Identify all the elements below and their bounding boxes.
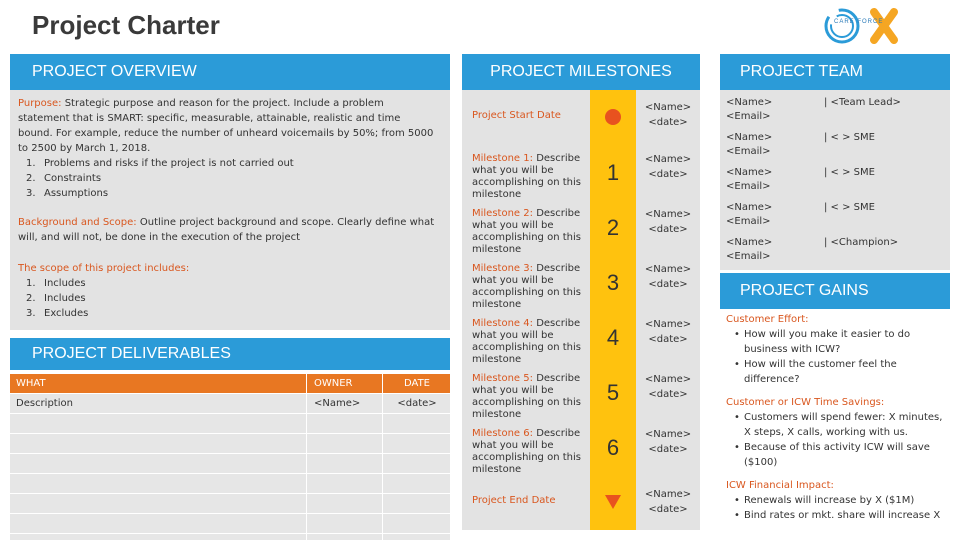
- milestone-date: <date>: [648, 117, 688, 128]
- member-name: <Name>: [726, 202, 773, 213]
- cell-date: <date>: [397, 398, 437, 409]
- milestone-number: 2: [590, 200, 636, 255]
- milestone-end: [462, 475, 700, 530]
- table-row: [10, 414, 450, 434]
- header-date: DATE: [403, 378, 430, 389]
- milestone-label: Milestone 2:: [472, 208, 533, 219]
- milestone-text: Describe what you will be accomplishing on this milestone: [472, 263, 581, 310]
- member-email: <Email>: [726, 146, 771, 157]
- milestone-description: [472, 373, 588, 421]
- table-row: [10, 474, 450, 494]
- milestone-item: [462, 310, 700, 365]
- team-member: [726, 131, 806, 159]
- milestone-description: [472, 208, 588, 256]
- milestone-date: <date>: [648, 504, 688, 515]
- table-row: [10, 514, 450, 534]
- member-name: <Name>: [726, 237, 773, 248]
- page-title: Project Charter: [32, 10, 220, 40]
- milestone-item: [462, 255, 700, 310]
- milestone-date: <date>: [648, 389, 688, 400]
- cell-owner: <Name>: [314, 398, 361, 409]
- gains-bullet: • Renewals will increase by X ($1M): [722, 493, 948, 508]
- member-email: <Email>: [726, 216, 771, 227]
- milestone-number: 3: [590, 255, 636, 310]
- milestone-owner: <Name>: [644, 319, 692, 330]
- overview-banner: PROJECT OVERVIEW: [10, 54, 450, 90]
- member-email: <Email>: [726, 181, 771, 192]
- member-role: | <Champion>: [824, 237, 899, 248]
- member-role: | < > SME: [824, 202, 875, 213]
- table-row: [10, 454, 450, 474]
- gains-bullet: • Because of this activity ICW will save ($100): [722, 440, 948, 470]
- milestone-date: <date>: [648, 334, 688, 345]
- milestone-description: [472, 428, 588, 476]
- milestone-start: [462, 90, 700, 145]
- milestone-label: Milestone 6:: [472, 428, 533, 439]
- table-row: [10, 434, 450, 454]
- milestone-date: <date>: [648, 444, 688, 455]
- milestone-owner: <Name>: [644, 429, 692, 440]
- milestone-text: Describe what you will be accomplishing on this milestone: [472, 208, 581, 255]
- milestone-date: <date>: [648, 279, 688, 290]
- purpose-block: [18, 96, 438, 201]
- table-row: [10, 494, 450, 514]
- milestone-description: [472, 153, 588, 201]
- member-role: | <Team Lead>: [824, 97, 901, 108]
- gains-bullet: • How will the customer feel the difference?: [722, 357, 948, 387]
- milestone-item: [462, 145, 700, 200]
- purpose-label: Purpose:: [18, 98, 62, 109]
- milestone-text: Describe what you will be accomplishing on this milestone: [472, 153, 581, 200]
- deliverables-banner: PROJECT DELIVERABLES: [10, 338, 450, 370]
- gains-heading: Customer or ICW Time Savings:: [726, 397, 885, 408]
- member-name: <Name>: [726, 97, 773, 108]
- milestone-number: 6: [590, 420, 636, 475]
- member-email: <Email>: [726, 251, 771, 262]
- milestone-description: [472, 318, 588, 366]
- start-label: Project Start Date: [472, 110, 561, 121]
- background-block: [18, 215, 438, 245]
- milestone-description: [472, 263, 588, 311]
- background-label: Background and Scope:: [18, 217, 137, 228]
- member-name: <Name>: [726, 132, 773, 143]
- logo-text: CARE FORCE: [834, 19, 884, 25]
- milestone-text: Describe what you will be accomplishing on this milestone: [472, 373, 581, 420]
- milestone-item: [462, 420, 700, 475]
- milestone-owner: <Name>: [644, 154, 692, 165]
- start-marker: [590, 90, 636, 145]
- gains-heading: Customer Effort:: [726, 314, 809, 325]
- gains-bullet: • Customers will spend fewer: X minutes, X steps, X calls, working with us.: [722, 410, 948, 440]
- cell-what: Description: [16, 398, 73, 409]
- milestone-owner: <Name>: [644, 264, 692, 275]
- milestone-label: Milestone 3:: [472, 263, 533, 274]
- list-item: 1. Problems and risks if the project is not carried out: [26, 158, 294, 169]
- list-item: 2. Constraints: [26, 173, 102, 184]
- table-header: [10, 374, 450, 394]
- milestone-date: <date>: [648, 169, 688, 180]
- milestone-number: 5: [590, 365, 636, 420]
- background-text: Outline project background and scope. Clearly define what will, and will not, be done in the execution of the project: [18, 217, 435, 243]
- list-item: 3. Assumptions: [26, 188, 109, 199]
- gains-panel: [722, 312, 948, 531]
- member-role: | < > SME: [824, 167, 875, 178]
- team-member: [726, 96, 806, 124]
- milestone-item: [462, 365, 700, 420]
- team-member: [726, 166, 806, 194]
- list-item: 2. Includes: [26, 293, 86, 304]
- milestone-text: Describe what you will be accomplishing on this milestone: [472, 428, 581, 475]
- milestone-owner: <Name>: [644, 209, 692, 220]
- scope-block: [18, 261, 438, 321]
- deliverables-table: [10, 374, 450, 540]
- list-item: 1. Includes: [26, 278, 86, 289]
- gains-bullet: • Bind rates or mkt. share will increase X: [722, 508, 948, 523]
- member-email: <Email>: [726, 111, 771, 122]
- purpose-text: Strategic purpose and reason for the project. Include a problem statement that is SMART: specific, measurable, attainable, realistic and time bound. For example, reduce the number of unheard voicemails by 50%; from 5000 to 2500 by March 1, 2018.: [18, 98, 434, 154]
- team-member: [726, 201, 806, 229]
- care-force-logo: [822, 6, 902, 46]
- team-banner: PROJECT TEAM: [720, 54, 950, 90]
- milestone-label: Milestone 1:: [472, 153, 533, 164]
- gains-bullet: • How will you make it easier to do business with ICW?: [722, 327, 948, 357]
- member-role: | < > SME: [824, 132, 875, 143]
- gains-banner: PROJECT GAINS: [720, 273, 950, 309]
- end-label: Project End Date: [472, 495, 556, 506]
- milestone-owner: <Name>: [644, 489, 692, 500]
- scope-label: The scope of this project includes:: [18, 263, 190, 274]
- milestones-banner: PROJECT MILESTONES: [462, 54, 700, 90]
- milestone-number: 4: [590, 310, 636, 365]
- member-name: <Name>: [726, 167, 773, 178]
- gains-heading: ICW Financial Impact:: [726, 480, 834, 491]
- milestone-text: Describe what you will be accomplishing on this milestone: [472, 318, 581, 365]
- milestone-number: 1: [590, 145, 636, 200]
- milestone-label: Milestone 4:: [472, 318, 533, 329]
- milestone-owner: <Name>: [644, 374, 692, 385]
- milestone-item: [462, 200, 700, 255]
- header-owner: OWNER: [314, 378, 353, 389]
- milestone-date: <date>: [648, 224, 688, 235]
- table-row: [10, 394, 450, 414]
- milestone-label: Milestone 5:: [472, 373, 533, 384]
- list-item: 3. Excludes: [26, 308, 89, 319]
- end-marker: [590, 475, 636, 530]
- header-what: WHAT: [16, 378, 46, 389]
- milestone-owner: <Name>: [644, 102, 692, 113]
- team-member: [726, 236, 806, 264]
- table-row: [10, 534, 450, 540]
